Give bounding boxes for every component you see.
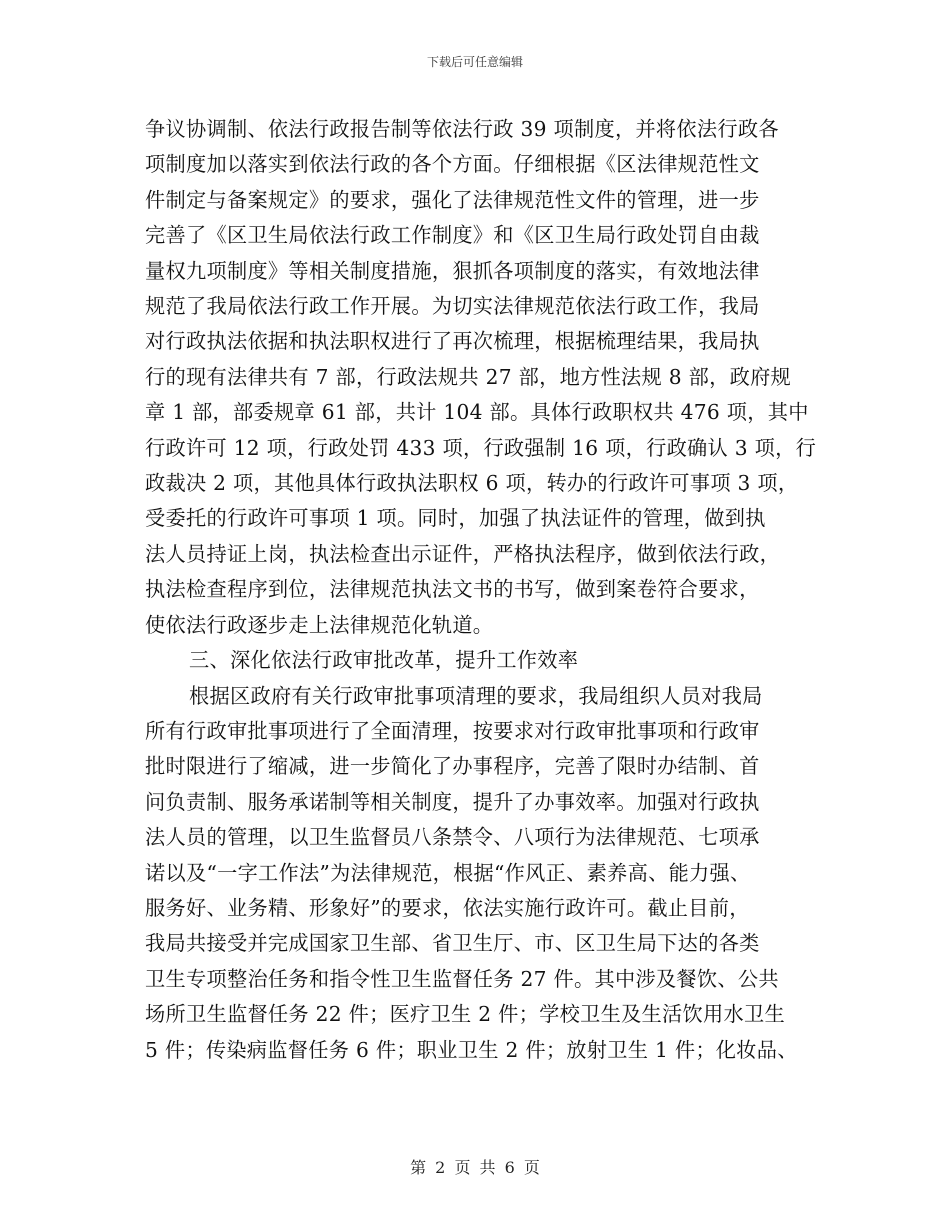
page-number-footer: 第 2 页 共 6 页 xyxy=(410,1158,540,1177)
text-line: 对行政执法依据和执法职权进行了再次梳理，根据梳理结果，我局执 xyxy=(145,329,760,354)
text-line: 所有行政审批事项进行了全面清理，按要求对行政审批事项和行政审 xyxy=(145,718,760,743)
text-line: 争议协调制、依法行政报告制等依法行政 39 项制度，并将依法行政各 xyxy=(145,117,779,141)
text-line: 受委托的行政许可事项 1 项。同时，加强了执法证件的管理，做到执 xyxy=(145,506,766,531)
text-line: 量权九项制度》等相关制度措施，狠抓各项制度的落实，有效地法律 xyxy=(145,258,760,283)
text-line: 件制定与备案规定》的要求，强化了法律规范性文件的管理，进一步 xyxy=(145,187,760,212)
text-line: 5 件；传染病监督任务 6 件；职业卫生 2 件；放射卫生 1 件；化妆品、 xyxy=(145,1037,798,1062)
text-line: 场所卫生监督任务 22 件；医疗卫生 2 件；学校卫生及生活饮用水卫生 xyxy=(145,1002,785,1027)
text-line: 行政许可 12 项，行政处罚 433 项，行政强制 16 项，行政确认 3 项，行 xyxy=(145,435,817,460)
text-line: 卫生专项整治任务和指令性卫生监督任务 27 件。其中涉及餐饮、公共 xyxy=(145,966,779,991)
page-header-note: 下载后可任意编辑 xyxy=(426,55,523,69)
document-body xyxy=(145,112,815,1068)
text-line: 项制度加以落实到依法行政的各个方面。仔细根据《区法律规范性文 xyxy=(145,152,760,177)
text-line: 批时限进行了缩减，进一步简化了办事程序，完善了限时办结制、首 xyxy=(145,754,760,779)
text-line: 使依法行政逐步走上法律规范化轨道。 xyxy=(145,612,494,637)
text-line: 完善了《区卫生局依法行政工作制度》和《区卫生局行政处罚自由裁 xyxy=(145,223,760,248)
text-line: 章 1 部，部委规章 61 部，共计 104 部。具体行政职权共 476 项，其中 xyxy=(145,400,809,425)
text-line: 法人员的管理，以卫生监督员八条禁令、八项行为法律规范、七项承 xyxy=(145,825,760,850)
text-line: 服务好、业务精、形象好”的要求，依法实施行政许可。截止目前， xyxy=(145,895,750,920)
text-line: 诺以及“一字工作法”为法律规范，根据“作风正、素养高、能力强、 xyxy=(145,860,751,885)
text-line: 执法检查程序到位，法律规范执法文书的书写，做到案卷符合要求， xyxy=(145,577,760,602)
text-line: 我局共接受并完成国家卫生部、省卫生厅、市、区卫生局下达的各类 xyxy=(145,931,760,956)
text-line: 规范了我局依法行政工作开展。为切实法律规范依法行政工作，我局 xyxy=(145,294,760,319)
text-line: 问负责制、服务承诺制等相关制度，提升了办事效率。加强对行政执 xyxy=(145,789,760,814)
text-line: 法人员持证上岗，执法检查出示证件，严格执法程序，做到依法行政， xyxy=(145,541,781,566)
section-heading: 三、深化依法行政审批改革，提升工作效率 xyxy=(189,648,579,673)
text-line: 行的现有法律共有 7 部，行政法规共 27 部，地方性法规 8 部，政府规 xyxy=(145,364,792,389)
text-line: 根据区政府有关行政审批事项清理的要求，我局组织人员对我局 xyxy=(189,683,763,708)
text-line: 政裁决 2 项，其他具体行政执法职权 6 项，转办的行政许可事项 3 项， xyxy=(145,471,799,496)
